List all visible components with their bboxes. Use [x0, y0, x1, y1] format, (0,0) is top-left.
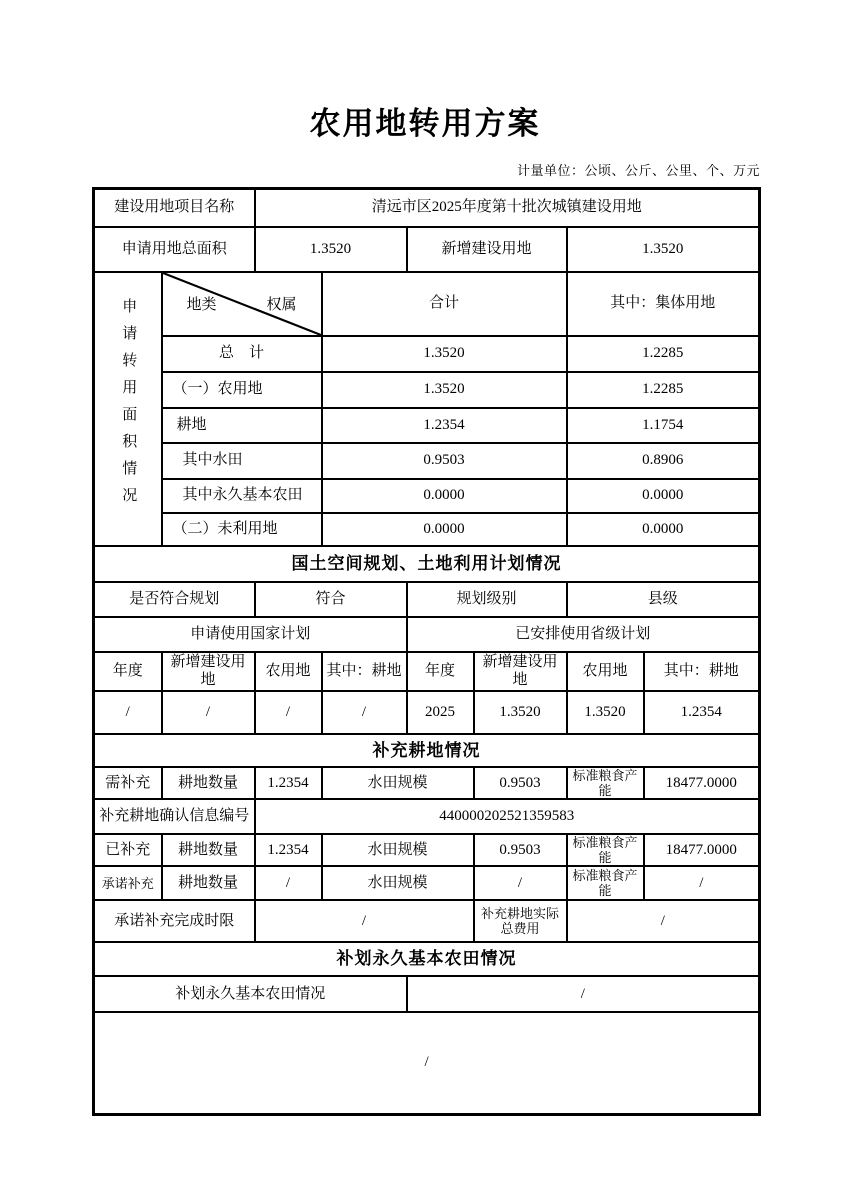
plan-col-cultivated: 其中：耕地	[644, 652, 760, 692]
transfer-row-label: 总 计	[162, 336, 322, 372]
row-plan-compliance	[94, 582, 760, 617]
document-title: 农用地转用方案	[309, 106, 541, 141]
capacity-value: /	[644, 866, 760, 900]
document-body	[92, 160, 760, 1116]
deadline-value: /	[255, 900, 474, 942]
corner-label-ownership: 权属	[266, 296, 297, 313]
transfer-row-label: 耕地	[162, 408, 322, 443]
provincial-agri: 1.3520	[567, 691, 644, 734]
row-deadline-cost	[94, 900, 760, 942]
transfer-row-label: 其中永久基本农田	[162, 479, 322, 513]
remark-cell: /	[94, 1012, 760, 1114]
capacity-value: 18477.0000	[644, 834, 760, 866]
compliance-label: 是否符合规划	[94, 582, 255, 617]
row-plan-values	[94, 691, 760, 734]
compliance-value: 符合	[255, 582, 407, 617]
transfer-row-collective: 0.8906	[567, 443, 760, 479]
national-agri: /	[255, 691, 322, 734]
row-farmland	[94, 976, 760, 1012]
row-plan-columns	[94, 652, 760, 692]
plan-col-agri: 农用地	[567, 652, 644, 692]
row-supplement-promised	[94, 866, 760, 900]
transfer-row-total: 0.0000	[322, 479, 567, 513]
table-row	[94, 408, 760, 443]
confirm-number-label: 补充耕地确认信息编号	[94, 799, 255, 834]
capacity-label: 标准粮食产能	[567, 767, 644, 799]
national-cultivated: /	[322, 691, 407, 734]
new-construction-label: 新增建设用地	[407, 227, 567, 272]
plan-col-new: 新增建设用地	[474, 652, 567, 692]
project-name-value: 清远市区2025年度第十批次城镇建设用地	[255, 189, 760, 227]
qty-value: 1.2354	[255, 834, 322, 866]
plan-level-value: 县级	[567, 582, 760, 617]
transfer-row-collective: 1.2285	[567, 336, 760, 372]
capacity-label: 标准粮食产能	[567, 834, 644, 866]
transfer-side-label-cell	[94, 272, 162, 546]
transfer-row-label: （二）未利用地	[162, 513, 322, 546]
transfer-row-label: 其中水田	[162, 443, 322, 479]
transfer-row-collective: 1.1754	[567, 408, 760, 443]
total-area-label: 申请用地总面积	[94, 227, 255, 272]
provincial-cultivated: 1.2354	[644, 691, 760, 734]
farmland-row-value: /	[407, 976, 760, 1012]
capacity-label: 标准粮食产能	[567, 866, 644, 900]
deadline-label: 承诺补充完成时限	[94, 900, 255, 942]
transfer-row-collective: 0.0000	[567, 479, 760, 513]
main-table	[92, 187, 761, 1116]
table-row	[94, 513, 760, 546]
table-row	[94, 372, 760, 408]
provincial-new: 1.3520	[474, 691, 567, 734]
table-row	[94, 443, 760, 479]
plan-section-title: 国土空间规划、土地利用计划情况	[94, 546, 760, 582]
row-project-name	[94, 189, 760, 227]
transfer-row-collective: 1.2285	[567, 372, 760, 408]
project-name-label: 建设用地项目名称	[94, 189, 255, 227]
row-remark	[94, 1012, 760, 1114]
confirm-number-value: 440000202521359583	[255, 799, 760, 834]
row-farmland-section-header	[94, 942, 760, 976]
diagonal-header-cell	[162, 272, 322, 336]
farmland-section-title: 补划永久基本农田情况	[94, 942, 760, 976]
plan-col-cultivated: 其中：耕地	[322, 652, 407, 692]
row-total-area	[94, 227, 760, 272]
transfer-row-total: 1.2354	[322, 408, 567, 443]
paddy-value: 0.9503	[474, 834, 567, 866]
row-supplement-needed	[94, 767, 760, 799]
total-area-value: 1.3520	[255, 227, 407, 272]
cost-value: /	[567, 900, 760, 942]
supplement-section-title: 补充耕地情况	[94, 734, 760, 767]
unit-note: 计量单位：公顷、公斤、公里、个、万元	[516, 163, 760, 178]
corner-label-landtype: 地类	[186, 296, 217, 313]
col-header-total: 合计	[322, 272, 567, 336]
plan-level-label: 规划级别	[407, 582, 567, 617]
col-header-collective: 其中：集体用地	[567, 272, 760, 336]
paddy-label: 水田规模	[322, 866, 474, 900]
transfer-row-total: 0.0000	[322, 513, 567, 546]
paddy-value: 0.9503	[474, 767, 567, 799]
table-row	[94, 336, 760, 372]
qty-value: 1.2354	[255, 767, 322, 799]
farmland-row-label: 补划永久基本农田情况	[94, 976, 407, 1012]
national-year: /	[94, 691, 162, 734]
paddy-label: 水田规模	[322, 767, 474, 799]
qty-label: 耕地数量	[162, 834, 255, 866]
national-plan-label: 申请使用国家计划	[94, 617, 407, 652]
new-construction-value: 1.3520	[567, 227, 760, 272]
capacity-value: 18477.0000	[644, 767, 760, 799]
supplement-category: 承诺补充	[94, 866, 162, 900]
plan-col-new: 新增建设用地	[162, 652, 255, 692]
provincial-year: 2025	[407, 691, 474, 734]
row-supplement-done	[94, 834, 760, 866]
transfer-row-total: 1.3520	[322, 372, 567, 408]
qty-value: /	[255, 866, 322, 900]
supplement-category: 需补充	[94, 767, 162, 799]
row-plan-split	[94, 617, 760, 652]
paddy-label: 水田规模	[322, 834, 474, 866]
plan-col-year: 年度	[94, 652, 162, 692]
plan-col-agri: 农用地	[255, 652, 322, 692]
transfer-row-label: （一）农用地	[162, 372, 322, 408]
row-transfer-header	[94, 272, 760, 336]
paddy-value: /	[474, 866, 567, 900]
transfer-row-collective: 0.0000	[567, 513, 760, 546]
supplement-category: 已补充	[94, 834, 162, 866]
cost-label: 补充耕地实际总费用	[474, 900, 567, 942]
row-confirm-number	[94, 799, 760, 834]
qty-label: 耕地数量	[162, 767, 255, 799]
row-plan-section-header	[94, 546, 760, 582]
transfer-row-total: 1.3520	[322, 336, 567, 372]
table-row	[94, 479, 760, 513]
national-new: /	[162, 691, 255, 734]
plan-col-year: 年度	[407, 652, 474, 692]
qty-label: 耕地数量	[162, 866, 255, 900]
row-supplement-section-header	[94, 734, 760, 767]
transfer-row-total: 0.9503	[322, 443, 567, 479]
transfer-side-label: 申请转用面积情况	[120, 297, 137, 514]
provincial-plan-label: 已安排使用省级计划	[407, 617, 760, 652]
